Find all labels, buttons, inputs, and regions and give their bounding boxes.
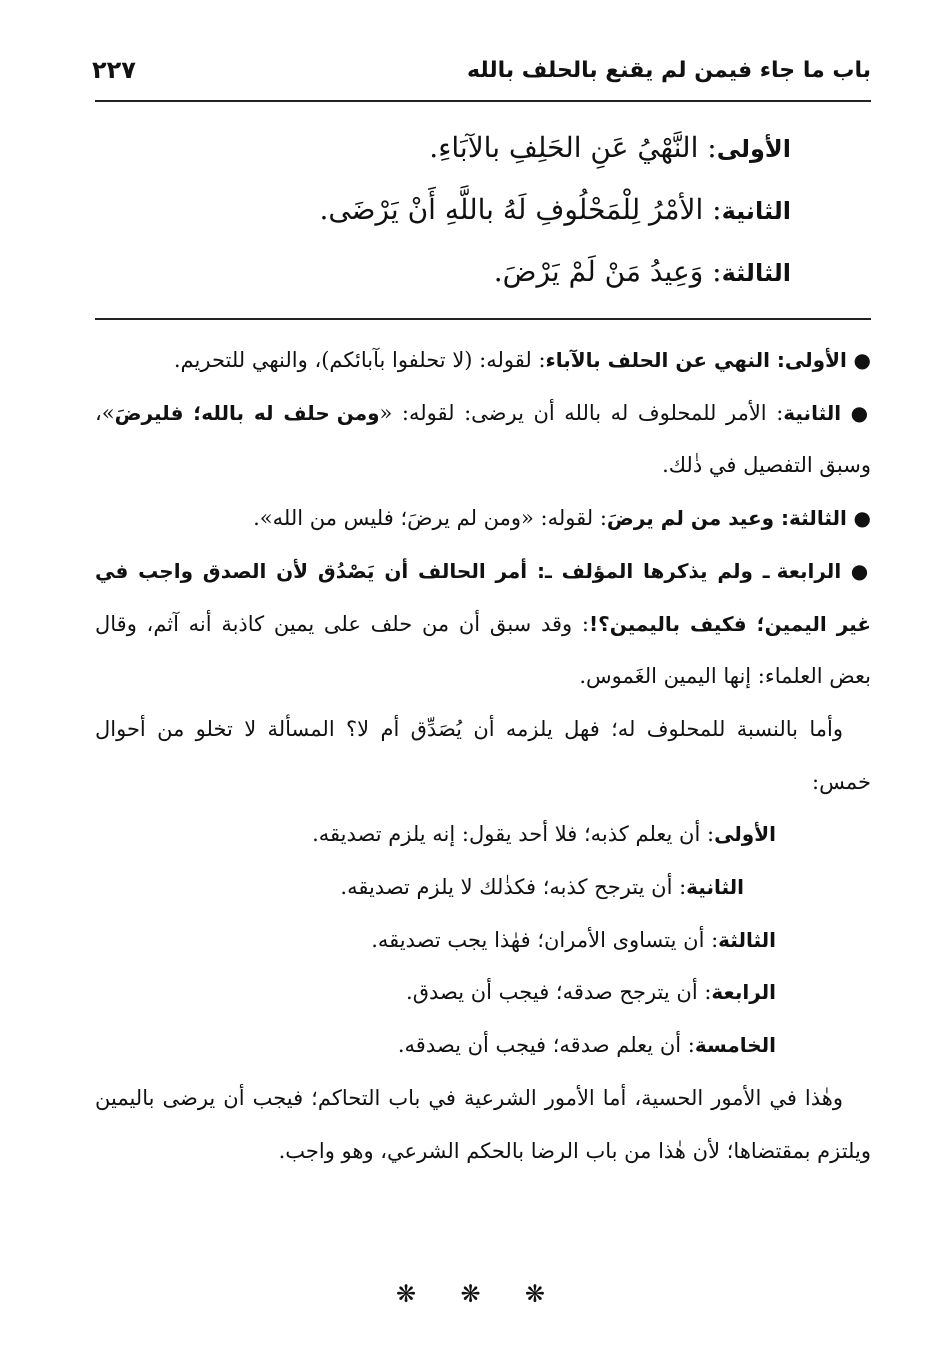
- case-text: : أن يتساوى الأمران؛ فهٰذا يجب تصديقه.: [371, 927, 719, 952]
- case-item: [95, 861, 776, 914]
- matn-text: : النَّهْيُ عَنِ الحَلِفِ بالآبَاءِ.: [429, 131, 717, 164]
- commentary-paragraph: وهٰذا في الأمور الحسية، أما الأمور الشرعية في باب التحاكم؛ فيجب أن يرضى باليمين ويلتزم بمقتضاها؛ لأن هٰذا من باب الرضا بالحكم الشرعي، وهو واجب.: [95, 1085, 871, 1163]
- commentary-paragraph: [95, 492, 871, 545]
- bullet-icon: ●: [853, 506, 871, 531]
- bold-heading: الرابعة ـ ولم يذكرها المؤلف ـ: أمر الحالف أن يَصْدُق لأن الصدق واجب في غير اليمين؛ فكيف باليمين؟!: [95, 558, 871, 636]
- case-text: : أن يعلم صدقه؛ فيجب أن يصدقه.: [397, 1033, 695, 1058]
- case-label: الثالثة: [718, 927, 776, 952]
- commentary-paragraph: [95, 387, 871, 492]
- section-end-ornament: [0, 1280, 941, 1308]
- running-header-title: باب ما جاء فيمن لم يقنع بالحلف بالله: [467, 58, 871, 83]
- paragraph-text: »، وسبق التفصيل في ذٰلك.: [95, 400, 871, 478]
- case-label: الأولى: [714, 822, 776, 847]
- hadith-quote: ومن حلف له بالله؛ فليرضَ: [114, 400, 380, 425]
- case-label: الخامسة: [694, 1033, 776, 1058]
- case-item: [95, 914, 776, 967]
- case-text: : أن يترجح صدقه؛ فيجب أن يصدق.: [406, 980, 712, 1005]
- matn-label: الأولى: [716, 135, 791, 163]
- star-icon: ❋: [460, 1280, 481, 1308]
- commentary-block: [95, 334, 871, 1177]
- paragraph-text: : لقوله: «ومن لم يرضَ؛ فليس من الله».: [253, 506, 607, 531]
- case-item: [95, 1019, 776, 1072]
- case-text: : أن يعلم كذبه؛ فلا أحد يقول: إنه يلزم تصديقه.: [312, 822, 715, 847]
- matn-label: الثانية: [721, 197, 791, 225]
- matn-block: [95, 124, 791, 310]
- bold-heading: الثالثة: وعيد من لم يرضَ: [606, 506, 847, 531]
- bullet-icon: ●: [850, 558, 871, 583]
- bullet-icon: ●: [850, 400, 871, 425]
- paragraph-text: : لقوله: (لا تحلفوا بآبائكم)، والنهي للتحريم.: [173, 348, 546, 372]
- cases-list: [95, 808, 871, 1072]
- bold-heading: الأولى: النهي عن الحلف بالآباء: [545, 348, 847, 372]
- case-item: [95, 808, 776, 861]
- matn-line: [95, 186, 791, 248]
- matn-text: : وَعِيدُ مَنْ لَمْ يَرْضَ.: [493, 255, 722, 288]
- case-item: [95, 966, 776, 1019]
- case-text: : أن يترجح كذبه؛ فكذٰلك لا يلزم تصديقه.: [340, 875, 687, 900]
- star-icon: ❋: [395, 1280, 417, 1308]
- matn-line: [95, 124, 791, 186]
- matn-label: الثالثة: [721, 259, 791, 287]
- commentary-paragraph: [95, 545, 871, 703]
- matn-separator-rule: [95, 318, 871, 320]
- header-rule: [95, 100, 871, 102]
- case-label: الثانية: [686, 875, 744, 900]
- commentary-paragraph: وأما بالنسبة للمحلوف له؛ فهل يلزمه أن يُصَدِّق أم لا؟ المسألة لا تخلو من أحوال خمس:: [95, 716, 871, 794]
- commentary-paragraph: [95, 334, 871, 387]
- star-icon: ❋: [524, 1280, 546, 1308]
- matn-text: : الأمْرُ لِلْمَحْلُوفِ لَهُ باللَّهِ أَنْ يَرْضَى.: [319, 193, 722, 226]
- case-label: الرابعة: [711, 980, 776, 1005]
- matn-line: [95, 248, 791, 310]
- bold-heading: الثانية: [783, 400, 842, 425]
- paragraph-text: : وقد سبق أن من حلف على يمين كاذبة أنه آثم، وقال بعض العلماء: إنها اليمين الغَموس.: [95, 611, 871, 689]
- page-number: ٢٢٧: [92, 56, 136, 84]
- bullet-icon: ●: [853, 348, 871, 372]
- paragraph-text: : الأمر للمحلوف له بالله أن يرضى: لقوله: «: [379, 400, 784, 425]
